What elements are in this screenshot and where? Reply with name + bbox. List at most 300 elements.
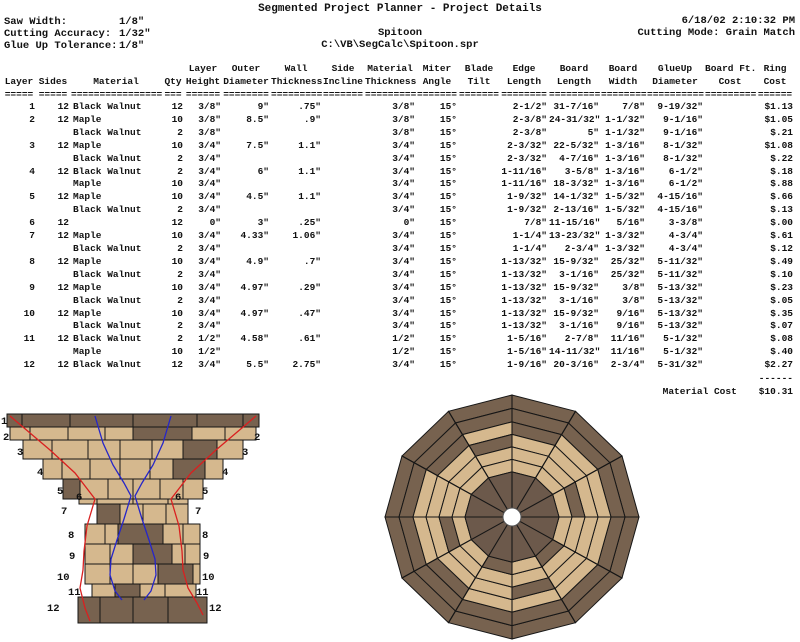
table-cell bbox=[223, 127, 271, 140]
table-cell: 8.5" bbox=[246, 113, 269, 125]
table-cell: .29" bbox=[298, 281, 321, 293]
table-cell: $.35 bbox=[770, 307, 793, 319]
table-row bbox=[3, 295, 795, 308]
table-cell bbox=[459, 256, 501, 269]
table-cell: 8-1/32" bbox=[663, 152, 703, 164]
table-cell: 15-9/32" bbox=[553, 281, 599, 293]
table-cell: 3/8" bbox=[392, 113, 415, 125]
table-cell: 10 bbox=[171, 281, 183, 293]
table-cell: 2 bbox=[177, 294, 183, 306]
table-cell: Maple bbox=[73, 307, 102, 319]
column-header: Width bbox=[608, 76, 638, 87]
layer-label: 10 bbox=[57, 572, 70, 584]
table-cell: 3/4" bbox=[198, 230, 221, 242]
table-cell: 15-9/32" bbox=[553, 307, 599, 319]
table-cell: .47" bbox=[298, 307, 321, 319]
table-cell bbox=[37, 127, 71, 140]
layer-label: 6 bbox=[175, 492, 182, 504]
table-cell: 15° bbox=[439, 113, 457, 125]
column-header: Wall bbox=[284, 63, 308, 74]
table-cell: 18-3/32" bbox=[553, 178, 599, 190]
table-cell bbox=[323, 256, 365, 269]
table-cell: $1.08 bbox=[764, 139, 793, 151]
table-cell: Black Walnut bbox=[73, 294, 142, 306]
table-cell bbox=[459, 166, 501, 179]
table-cell: $.66 bbox=[770, 191, 793, 203]
table-row bbox=[3, 282, 795, 295]
table-row bbox=[3, 359, 795, 372]
column-header: ========= bbox=[365, 89, 417, 100]
table-cell: 3/4" bbox=[198, 281, 221, 293]
table-cell: 1-9/32" bbox=[507, 191, 547, 203]
table-cell: 15° bbox=[439, 346, 457, 358]
table-row bbox=[3, 346, 795, 359]
table-cell: 1-1/32" bbox=[605, 126, 645, 138]
column-header: Angle bbox=[422, 76, 452, 87]
table-cell: 15° bbox=[439, 178, 457, 190]
table-cell: 1-13/32" bbox=[501, 307, 547, 319]
table-cell bbox=[323, 101, 365, 114]
table-cell: 12 bbox=[57, 333, 69, 345]
table-cell: 1.1" bbox=[298, 139, 321, 151]
table-cell: $.49 bbox=[770, 255, 793, 267]
table-cell: 3/4" bbox=[198, 294, 221, 306]
table-cell: 5-13/32" bbox=[657, 320, 703, 332]
table-cell bbox=[223, 320, 271, 333]
table-cell bbox=[705, 269, 757, 282]
table-cell: 6-1/2" bbox=[668, 178, 703, 190]
table-cell bbox=[459, 346, 501, 359]
table-cell: 1.06" bbox=[292, 230, 321, 242]
layer-label: 3 bbox=[242, 447, 249, 459]
ring-top-view-diagram bbox=[375, 388, 655, 642]
table-cell: 9-1/16" bbox=[663, 113, 703, 125]
table-cell: 4.33" bbox=[240, 230, 269, 242]
table-cell: 1.1" bbox=[298, 191, 321, 203]
table-cell: 12 bbox=[57, 191, 69, 203]
table-cell: 22-5/32" bbox=[553, 139, 599, 151]
table-cell: 5-11/32" bbox=[657, 268, 703, 280]
layer-label: 4 bbox=[222, 467, 229, 479]
table-cell: 15° bbox=[439, 333, 457, 345]
table-cell bbox=[323, 230, 365, 243]
table-cell: 9" bbox=[257, 101, 269, 112]
table-row bbox=[3, 191, 795, 204]
table-cell: .75" bbox=[298, 101, 321, 112]
column-header: Tilt bbox=[467, 76, 491, 87]
table-cell: Maple bbox=[73, 230, 102, 242]
table-cell: 15° bbox=[439, 204, 457, 216]
header-separator-row bbox=[3, 88, 795, 101]
table-cell: 10 bbox=[171, 307, 183, 319]
table-cell: 6" bbox=[257, 165, 269, 177]
layer-label: 12 bbox=[47, 603, 60, 615]
table-cell: 3/4" bbox=[198, 359, 221, 371]
table-cell: 3/4" bbox=[392, 178, 415, 190]
table-cell: 12 bbox=[57, 255, 69, 267]
table-cell: Black Walnut bbox=[73, 333, 142, 345]
table-cell: 1/2" bbox=[198, 333, 221, 345]
layer-table bbox=[3, 62, 795, 372]
table-cell bbox=[459, 191, 501, 204]
column-header: Edge bbox=[512, 63, 536, 74]
table-cell: 25/32" bbox=[610, 268, 645, 280]
table-cell: 5-1/32" bbox=[663, 333, 703, 345]
table-cell: 1-13/32" bbox=[501, 255, 547, 267]
table-cell: 10 bbox=[171, 346, 183, 358]
table-cell bbox=[323, 308, 365, 321]
table-cell: 7/8" bbox=[524, 217, 547, 229]
table-cell bbox=[705, 256, 757, 269]
table-cell: 3/4" bbox=[198, 152, 221, 164]
table-cell: 10 bbox=[171, 113, 183, 125]
column-header: Material bbox=[367, 63, 413, 74]
layer-label: 7 bbox=[195, 506, 202, 518]
table-cell: 2-3/32" bbox=[507, 139, 547, 151]
table-cell: 2-3/8" bbox=[512, 113, 547, 125]
table-cell bbox=[323, 217, 365, 230]
column-header: ======== bbox=[223, 89, 269, 100]
table-cell: 15° bbox=[439, 268, 457, 280]
table-cell bbox=[705, 114, 757, 127]
table-cell bbox=[459, 295, 501, 308]
table-cell: 3/4" bbox=[392, 152, 415, 164]
cutting-accuracy-value: 1/32" bbox=[119, 28, 151, 40]
table-cell: 31-7/16" bbox=[553, 101, 599, 112]
table-cell bbox=[705, 359, 757, 372]
table-cell: Black Walnut bbox=[73, 204, 142, 216]
table-cell bbox=[37, 243, 71, 256]
table-cell: 15° bbox=[439, 126, 457, 138]
table-row bbox=[3, 140, 795, 153]
table-cell: 3/4" bbox=[198, 320, 221, 332]
table-row bbox=[3, 256, 795, 269]
column-header: Outer bbox=[231, 63, 261, 74]
glue-up-tolerance-value: 1/8" bbox=[119, 40, 145, 52]
table-cell bbox=[323, 178, 365, 191]
table-cell: 5-13/32" bbox=[657, 307, 703, 319]
table-cell: 12 bbox=[23, 359, 35, 371]
table-cell: Maple bbox=[73, 346, 102, 358]
table-cell: 4.9" bbox=[246, 255, 269, 267]
table-cell: 1-3/32" bbox=[605, 230, 645, 242]
column-header: Material bbox=[93, 76, 139, 87]
table-cell: .61" bbox=[298, 333, 321, 345]
table-cell bbox=[3, 346, 37, 359]
table-cell bbox=[37, 295, 71, 308]
table-cell bbox=[705, 217, 757, 230]
table-cell: 3/4" bbox=[198, 307, 221, 319]
column-header: === bbox=[164, 89, 182, 100]
table-cell: Maple bbox=[73, 139, 102, 151]
table-cell: 25/32" bbox=[610, 255, 645, 267]
column-header bbox=[3, 62, 37, 75]
table-cell: 3-1/16" bbox=[559, 320, 599, 332]
column-header: Layer bbox=[4, 76, 34, 87]
table-cell bbox=[705, 230, 757, 243]
table-cell: 3/4" bbox=[392, 230, 415, 242]
table-cell bbox=[705, 308, 757, 321]
table-cell: 2 bbox=[177, 333, 183, 345]
table-cell bbox=[459, 230, 501, 243]
table-cell: 2 bbox=[177, 320, 183, 332]
column-header: ====== bbox=[757, 89, 793, 100]
table-cell: 2 bbox=[177, 242, 183, 254]
table-cell bbox=[323, 295, 365, 308]
table-cell: 5/16" bbox=[616, 217, 645, 229]
table-cell: 2-7/8" bbox=[564, 333, 599, 345]
column-header: ======== bbox=[501, 89, 547, 100]
column-header: Diameter bbox=[652, 76, 698, 87]
table-cell: 5-13/32" bbox=[657, 281, 703, 293]
table-cell bbox=[37, 153, 71, 166]
table-cell: $.13 bbox=[770, 204, 793, 216]
table-row bbox=[3, 127, 795, 140]
table-cell: 15-9/32" bbox=[553, 255, 599, 267]
table-row bbox=[3, 333, 795, 346]
table-cell bbox=[37, 320, 71, 333]
table-row bbox=[3, 217, 795, 230]
table-cell: $.10 bbox=[770, 268, 793, 280]
table-cell: 3-3/8" bbox=[668, 217, 703, 229]
layer-label: 3 bbox=[17, 447, 24, 459]
table-cell: 3/4" bbox=[392, 204, 415, 216]
table-cell bbox=[459, 359, 501, 372]
table-cell bbox=[271, 204, 323, 217]
table-cell: 9-1/16" bbox=[663, 126, 703, 138]
table-cell: 6-1/2" bbox=[668, 165, 703, 177]
table-cell: 3/4" bbox=[392, 281, 415, 293]
table-cell: 4-7/16" bbox=[559, 152, 599, 164]
table-row bbox=[3, 114, 795, 127]
layer-label: 10 bbox=[202, 572, 215, 584]
table-cell: 3/4" bbox=[392, 191, 415, 203]
table-cell bbox=[37, 178, 71, 191]
column-header bbox=[37, 62, 71, 75]
table-cell bbox=[323, 191, 365, 204]
table-cell: $.00 bbox=[770, 217, 793, 229]
table-cell: 8-1/32" bbox=[663, 139, 703, 151]
table-cell: 1 bbox=[29, 101, 35, 112]
table-cell: 1-5/16" bbox=[507, 346, 547, 358]
column-header: ===== bbox=[38, 89, 68, 100]
table-cell: $2.27 bbox=[764, 359, 793, 371]
table-cell: 7.5" bbox=[246, 139, 269, 151]
column-header: Board bbox=[608, 63, 638, 74]
column-header: Side bbox=[331, 63, 355, 74]
table-cell: 15° bbox=[439, 101, 457, 112]
table-cell: 3/8" bbox=[198, 101, 221, 112]
table-cell: 3" bbox=[257, 217, 269, 229]
table-cell: 4-3/4" bbox=[668, 230, 703, 242]
table-cell bbox=[323, 320, 365, 333]
table-cell: 14-11/32" bbox=[549, 346, 601, 358]
column-header: Cost bbox=[718, 76, 742, 87]
table-cell: 1-1/32" bbox=[605, 113, 645, 125]
table-cell bbox=[459, 320, 501, 333]
table-row bbox=[3, 204, 795, 217]
table-cell: 1-9/16" bbox=[507, 359, 547, 371]
table-cell bbox=[271, 243, 323, 256]
table-cell bbox=[323, 153, 365, 166]
table-row bbox=[3, 269, 795, 282]
table-cell: 12 bbox=[57, 101, 69, 112]
table-cell: 15° bbox=[439, 242, 457, 254]
table-cell: 15° bbox=[439, 307, 457, 319]
glue-up-tolerance-label: Glue Up Tolerance: bbox=[4, 40, 118, 52]
table-cell: 2-3/32" bbox=[507, 152, 547, 164]
table-cell bbox=[223, 178, 271, 191]
layer-label: 6 bbox=[76, 492, 83, 504]
column-header: ====== bbox=[185, 89, 221, 100]
table-cell: 20-3/16" bbox=[553, 359, 599, 371]
table-cell: 15° bbox=[439, 255, 457, 267]
table-cell bbox=[271, 346, 323, 359]
profile-diagram bbox=[0, 405, 280, 635]
table-cell: 1-3/16" bbox=[605, 152, 645, 164]
column-header: Miter bbox=[422, 63, 452, 74]
table-cell bbox=[459, 243, 501, 256]
column-header: Diameter bbox=[223, 76, 269, 87]
table-cell bbox=[3, 153, 37, 166]
material-cost-label: Material Cost bbox=[662, 385, 737, 397]
table-cell bbox=[459, 269, 501, 282]
table-cell: 4 bbox=[29, 165, 35, 177]
table-cell bbox=[705, 140, 757, 153]
table-cell: 3/4" bbox=[392, 242, 415, 254]
table-row bbox=[3, 308, 795, 321]
table-cell: 1/2" bbox=[392, 346, 415, 358]
table-cell: $.05 bbox=[770, 294, 793, 306]
table-cell: 3/8" bbox=[622, 294, 645, 306]
table-cell bbox=[37, 204, 71, 217]
table-cell: 1/2" bbox=[198, 346, 221, 358]
table-cell: 3-5/8" bbox=[564, 165, 599, 177]
layer-label: 8 bbox=[68, 530, 75, 542]
table-cell: 11/16" bbox=[610, 333, 645, 345]
table-cell: 4-15/16" bbox=[657, 204, 703, 216]
layer-label: 1 bbox=[1, 416, 8, 428]
table-cell: 9/16" bbox=[616, 320, 645, 332]
table-cell: 12 bbox=[57, 165, 69, 177]
table-cell: 2-1/2" bbox=[512, 101, 547, 112]
table-cell: Black Walnut bbox=[73, 359, 142, 371]
table-cell: 4.97" bbox=[240, 307, 269, 319]
table-cell: 4.97" bbox=[240, 281, 269, 293]
table-cell bbox=[459, 101, 501, 114]
table-cell: 3/4" bbox=[198, 178, 221, 190]
table-cell: 10 bbox=[171, 178, 183, 190]
table-row bbox=[3, 320, 795, 333]
table-cell: 2.75" bbox=[292, 359, 321, 371]
column-header: ========= bbox=[549, 89, 601, 100]
table-cell bbox=[459, 204, 501, 217]
table-cell: 4.5" bbox=[246, 191, 269, 203]
table-cell: 3/4" bbox=[392, 359, 415, 371]
table-cell: 3/8" bbox=[392, 101, 415, 112]
table-cell bbox=[3, 243, 37, 256]
table-cell bbox=[3, 295, 37, 308]
table-cell: 11-15/16" bbox=[549, 217, 601, 229]
table-cell bbox=[323, 127, 365, 140]
table-cell: $.18 bbox=[770, 165, 793, 177]
column-header: Layer bbox=[188, 63, 218, 74]
table-cell: 5-1/32" bbox=[663, 346, 703, 358]
saw-width-label: Saw Width: bbox=[4, 16, 68, 28]
cutting-mode-label: Cutting Mode: Grain Match bbox=[637, 27, 795, 39]
table-cell: $.23 bbox=[770, 281, 793, 293]
table-cell: 1-5/32" bbox=[605, 191, 645, 203]
table-cell: 15° bbox=[439, 359, 457, 371]
table-cell: 1-13/32" bbox=[501, 281, 547, 293]
table-cell bbox=[323, 282, 365, 295]
table-row bbox=[3, 243, 795, 256]
table-row bbox=[3, 166, 795, 179]
table-cell: 0" bbox=[403, 217, 415, 229]
report-timestamp: 6/18/02 2:10:32 PM bbox=[681, 15, 795, 27]
saw-width-value: 1/8" bbox=[119, 16, 145, 28]
table-cell bbox=[705, 178, 757, 191]
layer-label: 2 bbox=[3, 432, 10, 444]
table-cell bbox=[323, 333, 365, 346]
table-cell: 1-1/4" bbox=[512, 242, 547, 254]
table-cell bbox=[705, 346, 757, 359]
table-cell bbox=[3, 320, 37, 333]
table-cell bbox=[705, 153, 757, 166]
table-cell: 3-1/16" bbox=[559, 294, 599, 306]
table-cell: 24-31/32" bbox=[549, 113, 601, 125]
table-cell: 3/4" bbox=[392, 139, 415, 151]
column-header: ======== bbox=[601, 89, 647, 100]
total-separator: ------ bbox=[758, 373, 793, 384]
column-header: Board bbox=[559, 63, 589, 74]
table-cell: 7/8" bbox=[622, 101, 645, 112]
column-header: ======= bbox=[459, 89, 499, 100]
table-cell: 15° bbox=[439, 320, 457, 332]
table-cell bbox=[223, 269, 271, 282]
table-cell: 3/8" bbox=[198, 113, 221, 125]
table-cell: 3/8" bbox=[622, 281, 645, 293]
table-cell bbox=[3, 269, 37, 282]
table-cell: 3/4" bbox=[198, 242, 221, 254]
table-cell bbox=[459, 282, 501, 295]
column-header: ================ bbox=[71, 89, 163, 100]
table-cell: 2-3/8" bbox=[512, 126, 547, 138]
table-cell: 9-19/32" bbox=[657, 101, 703, 112]
column-header: Sides bbox=[38, 76, 68, 87]
table-cell: 1-5/16" bbox=[507, 333, 547, 345]
table-cell: 5-11/32" bbox=[657, 255, 703, 267]
table-cell: 3/8" bbox=[392, 126, 415, 138]
project-file-path: C:\VB\SegCalc\Spitoon.spr bbox=[321, 39, 479, 51]
layer-label: 8 bbox=[202, 530, 209, 542]
table-cell: 3/4" bbox=[392, 320, 415, 332]
table-cell: 15° bbox=[439, 139, 457, 151]
table-cell: 1.1" bbox=[298, 165, 321, 177]
table-cell: 1/2" bbox=[392, 333, 415, 345]
layer-label: 11 bbox=[68, 587, 81, 599]
table-cell: 1-9/32" bbox=[507, 204, 547, 216]
table-cell bbox=[459, 333, 501, 346]
table-cell: 9/16" bbox=[616, 307, 645, 319]
layer-label: 2 bbox=[254, 432, 261, 444]
table-cell: Maple bbox=[73, 191, 102, 203]
table-cell: 12 bbox=[57, 113, 69, 125]
table-cell bbox=[705, 282, 757, 295]
table-cell: 15° bbox=[439, 217, 457, 229]
table-cell bbox=[705, 166, 757, 179]
table-cell: $.21 bbox=[770, 126, 793, 138]
